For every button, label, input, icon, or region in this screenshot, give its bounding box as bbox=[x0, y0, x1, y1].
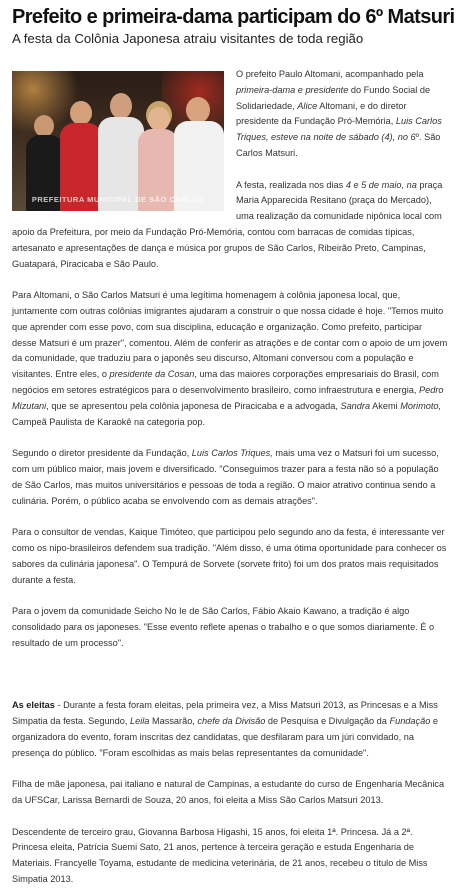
paragraph-4: Para o consultor de vendas, Kaique Timóteo, que participou pelo segundo ano da festa, é interessante ver como os nipo-brasileiros defendem sua tradição. "Além disso, é uma ótima oportunidade para conhecer os sabores da culinária japonesa". O Tempurá de Sorvete (sorvete frito) foi um dos pratos mais requisitados durante a festa. bbox=[12, 527, 447, 585]
paragraph-princesses: Descendente de terceiro grau, Giovanna Barbosa Higashi, 15 anos, foi eleita 1ª. Princesa. Já a 2ª. Princesa eleita, Patrícia Suemi Sato, 21 anos, pertence à terceira geração e estuda Engenharia de Materiais. Francyelle Toyama, estudante de medicina veterinária, de 21 anos, recebeu o título de Miss Simpatia 2013. bbox=[12, 826, 428, 885]
article-body bbox=[12, 67, 448, 888]
photo-caption: O prefeito Paulo Altomani, acompanhado pela primeira-dama e presidente do Fundo Social de Solidariedade, Alice Altomani, e do diretor presidente da Fundação Pró-Memória, Luis Carlos Triques, esteve na noite de sábado (4), no 6º. São Carlos Matsuri. bbox=[236, 69, 442, 158]
paragraph-elected: As eleitas - Durante a festa foram eleitas, pela primeira vez, a Miss Matsuri 2013, as Princesas e a Miss Simpatia da festa. Segundo, Leila Massarão, chefe da Divisão de Pesquisa e Divulgação da Fundação e organizadora do evento, foram inscritas dez candidatas, que desfilaram para um júri convidado, na presença do público. "Foram escolhidas as mais belas representantes da comunidade". bbox=[12, 700, 439, 758]
paragraph-5: Para o jovem da comunidade Seicho No Ie de São Carlos, Fábio Akaio Kawano, a tradição é algo consolidado para os japoneses. "Esse evento reflete apenas o trabalho e o que somos diariamente. É o resultado de um processo". bbox=[12, 606, 435, 648]
photo-watermark: PREFEITURA MUNICIPAL DE SÃO CARLOS bbox=[31, 195, 205, 205]
subheadline: A festa da Colônia Japonesa atraiu visitantes de toda região bbox=[12, 31, 364, 46]
event-photo bbox=[12, 71, 224, 211]
paragraph-1: A festa, realizada nos dias 4 e 5 de maio, na praça Maria Apparecida Resitano (praça do Mercado), uma realização da comunidade nipônica local com apoio da Prefeitura, por meio da Fundação Pró-Memória, contou com barracas de comidas típicas, artesanato e apresentações de dança e música por grupos de São Carlos, Ribeirão Preto, Campinas, Guatapará, Piracicaba e São Paulo. bbox=[12, 179, 443, 269]
headline: Prefeito e primeira-dama participam do 6º Matsuri bbox=[12, 6, 455, 28]
section-spacer bbox=[12, 667, 448, 698]
paragraph-2: Para Altomani, o São Carlos Matsuri é uma legítima homenagem à colônia japonesa local, que, juntamente com outras colônias imigrantes ajudaram a construir o que nossa cidade é hoje. "Temos muito que aprender com esse povo, com sua disciplina, educação e organização. Como prefeito, participar desse Matsuri é um prazer", comentou. Além de conferir as atrações e de contar com o apoio de um jovem da comunidade, que traduziu para o japonês seu discurso, Altomani conversou com a população e visitantes. Entre eles, o presidente da Cosan, uma das maiores corporações empresariais do Brasil, com negócios em setores estratégicos para o desenvolvimento brasileiro, como infraestrutura e energia, Pedro Mizutani, que se apresentou pela colônia japonesa de Piracicaba e a advogada, Sandra Akemi Morimoto, Campeã Paulista de Karaokê na categoria pop. bbox=[12, 290, 448, 427]
paragraph-3: Segundo o diretor presidente da Fundação, Luis Carlos Triques, mais uma vez o Matsuri foi um sucesso, com um público maior, mais jovem e diversificado. "Conseguimos trazer para a festa não só a população de São Carlos, mas muitos universitários e pessoas de toda a região. O maior atrativo continua sendo a culinária. Porém, o público acaba se envolvendo com as demais atrações". bbox=[12, 448, 439, 506]
paragraph-miss: Filha de mãe japonesa, pai italiano e natural de Campinas, a estudante do curso de Engenharia Mecânica da UFSCar, Larissa Bernardi de Souza, 20 anos, foi eleita a Miss São Carlos Matsuri 2013. bbox=[12, 779, 445, 806]
